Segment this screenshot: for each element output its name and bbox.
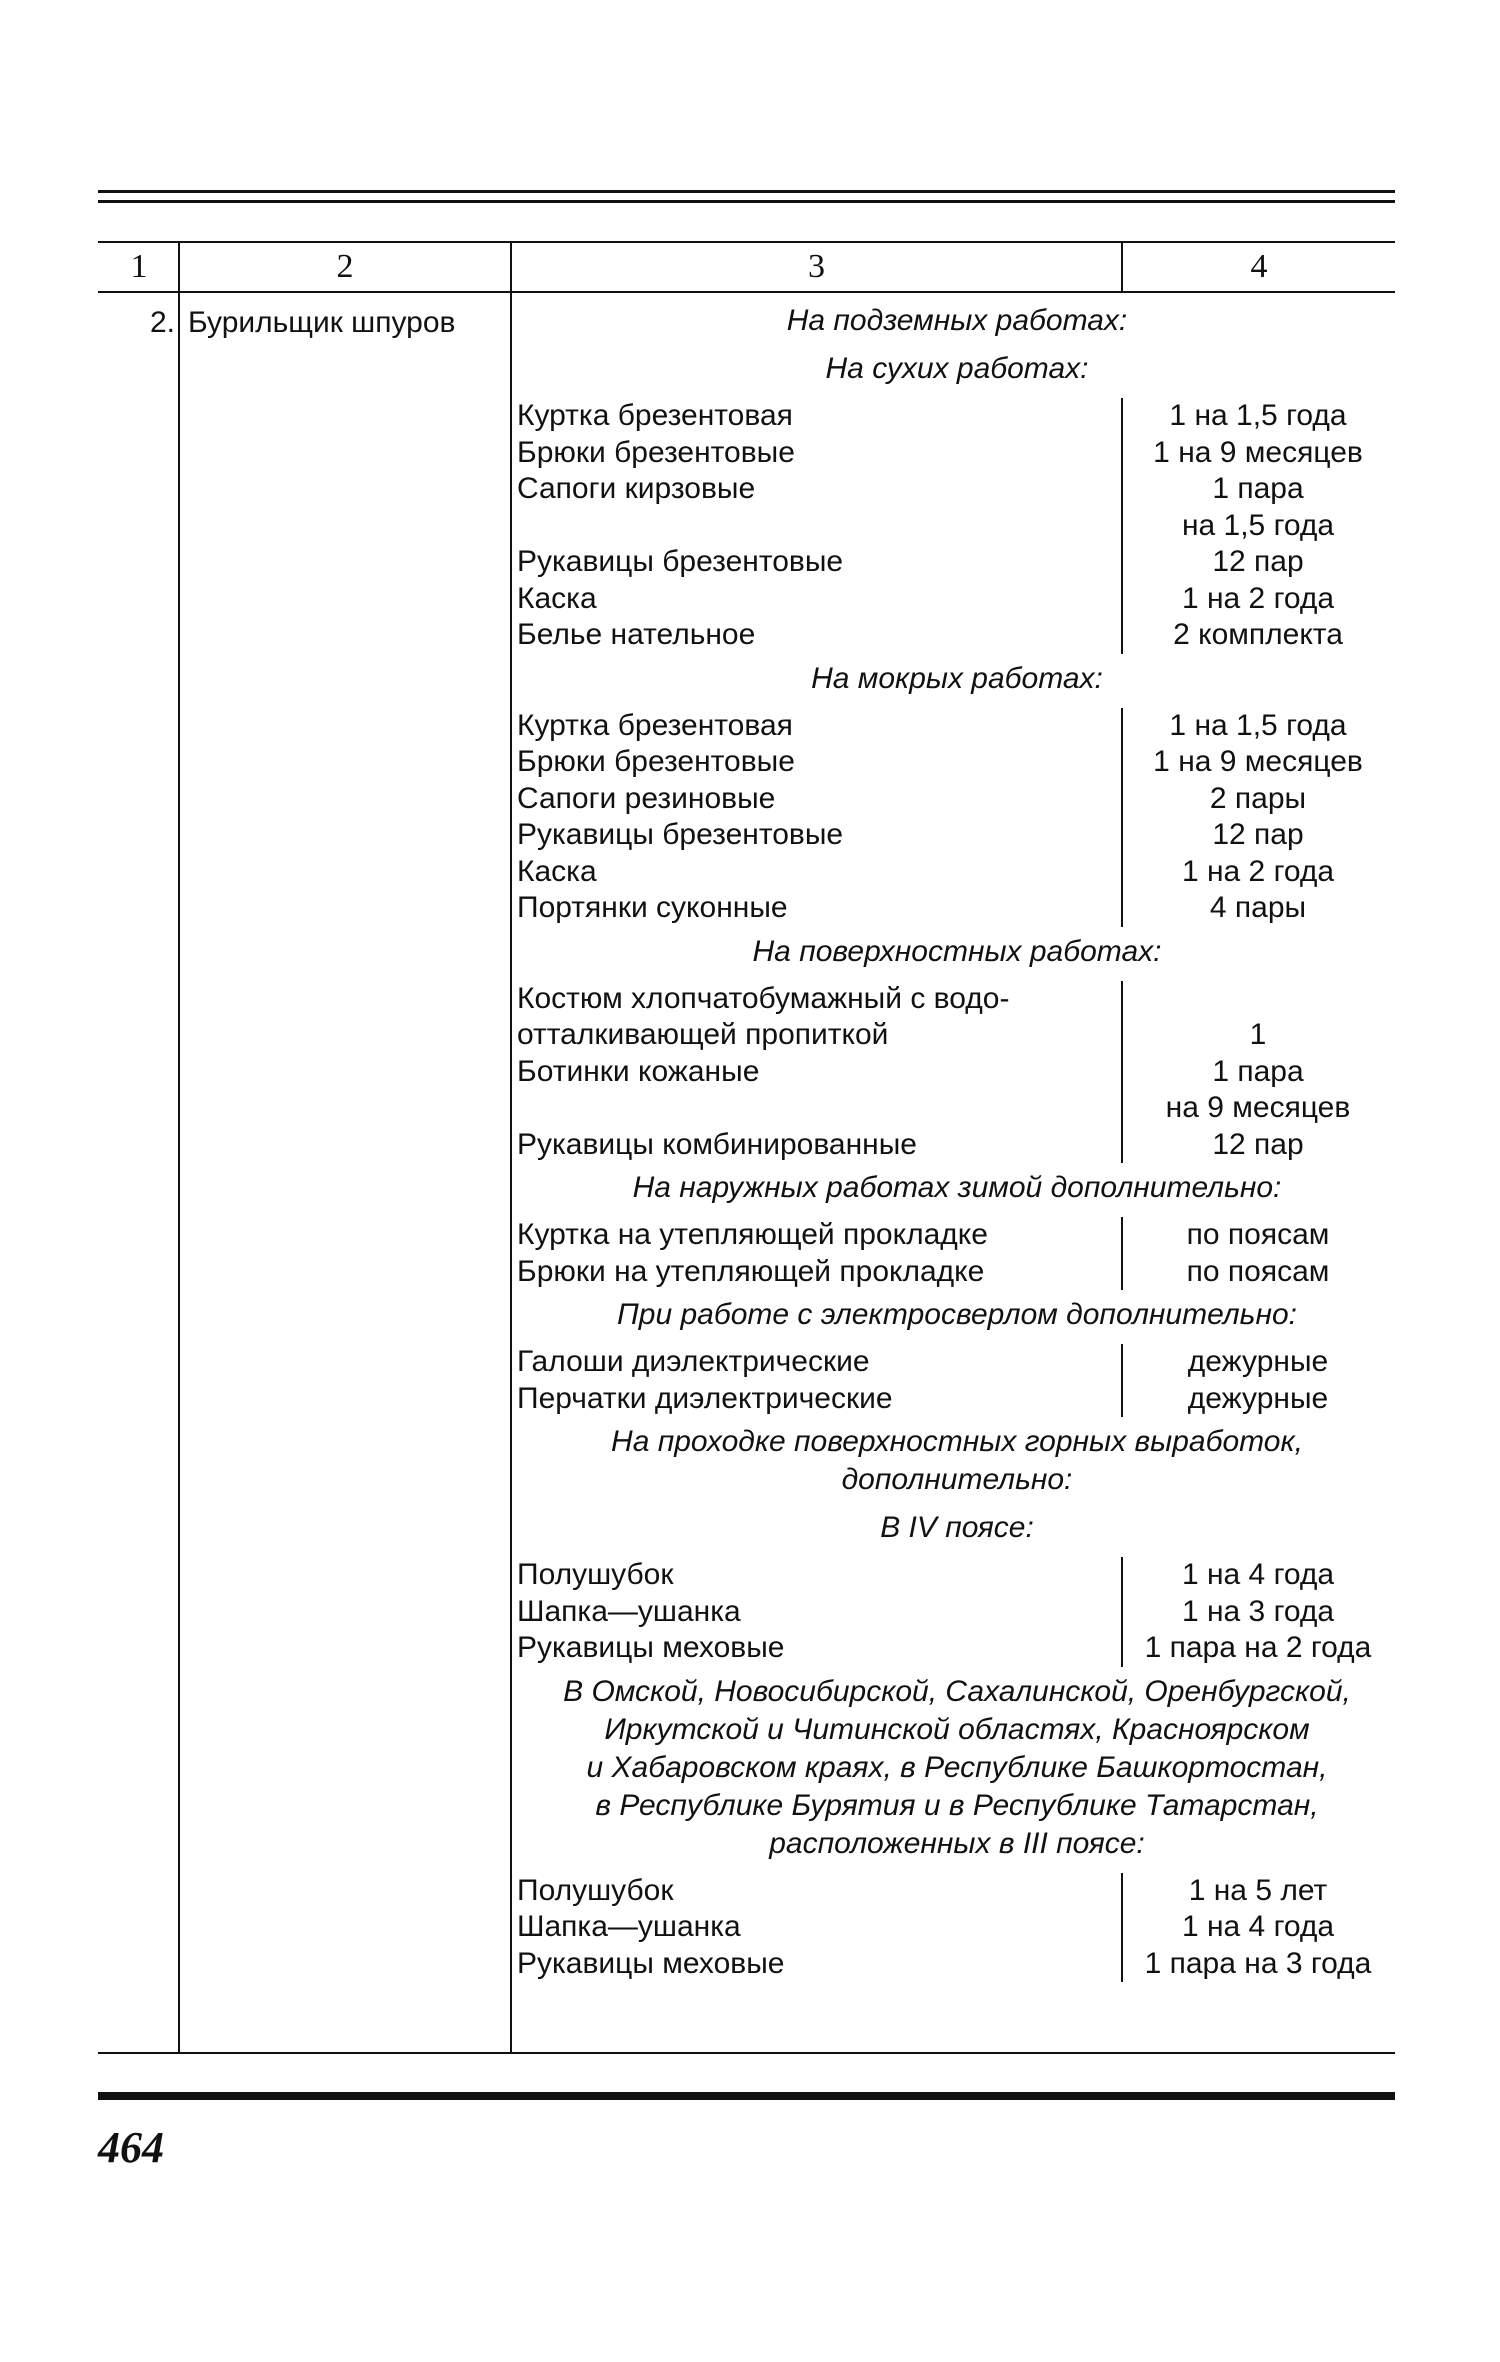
item-name: Ботинки кожаные — [517, 1054, 760, 1088]
list-item — [517, 398, 1395, 435]
items-block — [517, 1344, 1395, 1417]
item-name: Рукавицы меховые — [517, 1946, 785, 1980]
section-title: На проходке поверхностных горных выработок, дополнительно: — [611, 1425, 1303, 1496]
item-name: Рукавицы брезентовые — [517, 545, 844, 578]
items-block — [517, 398, 1395, 654]
row-number: 2. — [149, 306, 175, 339]
item-norm: 2 комплекта — [1173, 618, 1343, 651]
item-name: Шапка—ушанка — [517, 1910, 741, 1943]
section-title: В Омской, Новосибирской, Сахалинской, Оренбургской, Иркутской и Читинской областях, Красноярском и Хабаровском краях, в Республике Башкортостан, в Республике Бурятия и в Республике Татарстан, расположенных в III поясе: — [563, 1674, 1351, 1860]
item-name: Шапка—ушанка — [517, 1594, 741, 1628]
list-item — [517, 1217, 1395, 1254]
list-item — [517, 781, 1395, 818]
list-item — [517, 1594, 1395, 1631]
requirements-content — [517, 302, 1395, 1988]
item-norm: 12 пар — [1212, 818, 1304, 851]
top-rule-1 — [98, 190, 1395, 193]
list-item — [517, 981, 1395, 1018]
item-name: Сапоги резиновые — [517, 781, 776, 815]
list-item — [517, 1946, 1395, 1983]
item-norm: 1 пара на 3 года — [1144, 1946, 1372, 1980]
item-norm: 1 на 2 года — [1181, 581, 1335, 615]
list-item — [517, 708, 1395, 745]
item-norm: 12 пар — [1212, 545, 1304, 578]
item-name: Каска — [517, 854, 597, 888]
item-name: Брюки на утепляющей прокладке — [517, 1254, 985, 1288]
item-norm: по поясам — [1186, 1218, 1330, 1251]
item-norm: на 9 месяцев — [1165, 1091, 1351, 1124]
item-name: Галоши диэлектрические — [517, 1345, 870, 1378]
header-col-3: 3 — [808, 248, 825, 285]
item-name: Полушубок — [517, 1873, 674, 1907]
list-item — [517, 471, 1395, 508]
top-rule-2 — [98, 200, 1395, 203]
section-title: При работе с электросверлом дополнительно: — [617, 1298, 1297, 1331]
list-item — [517, 1873, 1395, 1910]
item-name: Рукавицы брезентовые — [517, 818, 844, 851]
item-norm: по поясам — [1186, 1254, 1330, 1288]
section-title: На наружных работах зимой дополнительно: — [632, 1171, 1282, 1204]
section-title: На поверхностных работах: — [752, 934, 1162, 968]
list-item — [517, 544, 1395, 581]
header-col-1: 1 — [130, 248, 148, 285]
item-norm: 4 пары — [1209, 891, 1307, 924]
item-norm: 1 пара — [1212, 1054, 1304, 1088]
list-item — [517, 1909, 1395, 1946]
item-name: отталкивающей пропиткой — [517, 1018, 889, 1051]
item-norm: 12 пар — [1212, 1127, 1304, 1161]
list-item — [517, 1090, 1395, 1127]
item-name: Брюки брезентовые — [517, 435, 795, 469]
item-name: Портянки суконные — [517, 891, 788, 924]
section-title: На подземных работах: — [786, 304, 1128, 337]
list-item — [517, 1017, 1395, 1054]
item-name: Куртка брезентовая — [517, 708, 793, 742]
list-item — [517, 817, 1395, 854]
section-title: На мокрых работах: — [811, 661, 1103, 695]
list-item — [517, 1381, 1395, 1418]
item-name: Перчатки диэлектрические — [517, 1381, 893, 1415]
list-item — [517, 1630, 1395, 1667]
item-name: Полушубок — [517, 1558, 674, 1591]
items-block — [517, 1557, 1395, 1667]
item-norm: 1 пара — [1212, 472, 1304, 505]
item-norm: 2 пары — [1209, 781, 1307, 815]
item-name — [517, 508, 1121, 545]
item-norm: 1 на 3 года — [1181, 1594, 1335, 1628]
items-block — [517, 708, 1395, 927]
item-norm: дежурные — [1187, 1345, 1329, 1378]
item-name — [517, 1090, 1121, 1127]
item-norm: 1 на 9 месяцев — [1153, 745, 1363, 778]
list-item — [517, 617, 1395, 654]
list-item — [517, 744, 1395, 781]
item-norm: 1 пара на 2 года — [1144, 1631, 1372, 1664]
item-norm: 1 на 9 месяцев — [1153, 435, 1363, 469]
item-norm: 1 на 1,5 года — [1169, 708, 1347, 742]
item-name: Куртка брезентовая — [517, 399, 793, 432]
item-norm: 1 — [1249, 1018, 1267, 1051]
list-item — [517, 890, 1395, 927]
table-bottom-rule — [98, 2052, 1395, 2054]
item-norm: 1 на 5 лет — [1188, 1873, 1328, 1907]
item-norm: 1 на 4 года — [1181, 1558, 1335, 1591]
item-name: Рукавицы меховые — [517, 1631, 785, 1664]
list-item — [517, 854, 1395, 891]
item-name: Брюки брезентовые — [517, 745, 795, 778]
list-item — [517, 1344, 1395, 1381]
list-item — [517, 1127, 1395, 1164]
item-name: Каска — [517, 581, 597, 615]
item-norm: 1 на 1,5 года — [1169, 399, 1347, 432]
item-norm: дежурные — [1187, 1381, 1329, 1415]
list-item — [517, 581, 1395, 618]
items-block — [517, 1217, 1395, 1290]
header-col-2: 2 — [336, 248, 354, 285]
section-title: На сухих работах: — [825, 352, 1089, 385]
profession-name: Бурильщик шпуров — [188, 306, 456, 339]
list-item — [517, 1054, 1395, 1091]
header-bottom-rule — [98, 291, 1395, 293]
list-item — [517, 508, 1395, 545]
list-item — [517, 1557, 1395, 1594]
col-divider-1 — [178, 241, 180, 2054]
item-name: Белье нательное — [517, 618, 756, 651]
list-item — [517, 1254, 1395, 1291]
item-norm: 1 на 2 года — [1181, 854, 1335, 888]
section-title: В IV поясе: — [880, 1511, 1034, 1544]
list-item — [517, 435, 1395, 472]
items-block — [517, 1873, 1395, 1983]
items-block — [517, 981, 1395, 1164]
item-norm: 1 на 4 года — [1181, 1910, 1335, 1943]
page-number: 464 — [98, 2123, 164, 2172]
item-norm: на 1,5 года — [1181, 508, 1335, 542]
item-name: Рукавицы комбинированные — [517, 1127, 917, 1161]
col-divider-2 — [510, 241, 512, 2054]
item-name: Куртка на утепляющей прокладке — [517, 1218, 988, 1251]
item-norm — [1121, 981, 1395, 1018]
item-name: Сапоги кирзовые — [517, 472, 756, 505]
item-name: Костюм хлопчатобумажный с водо- — [517, 981, 1010, 1015]
header-col-4: 4 — [1250, 248, 1268, 285]
page-bottom-rule — [98, 2092, 1395, 2100]
